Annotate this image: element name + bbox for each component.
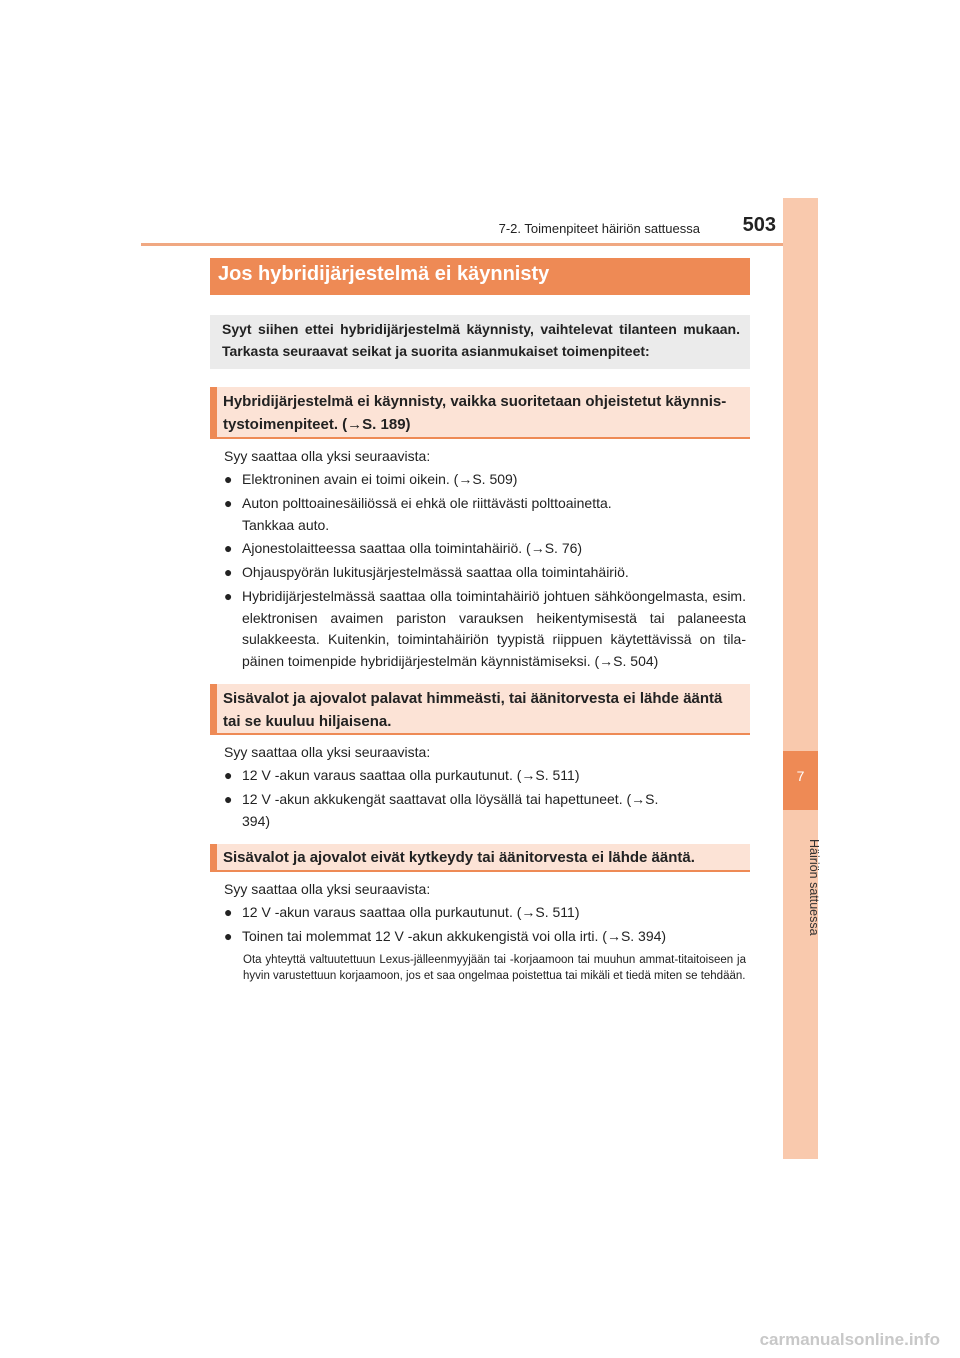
list-item-text: 12 V -akun varaus saattaa olla purkautunut. (→S. 511) — [242, 904, 580, 920]
list-item — [224, 493, 746, 536]
list-item-text: Auton polttoainesäiliössä ei ehkä ole riittävästi polttoainetta. — [242, 495, 612, 511]
subheading-accent — [210, 387, 217, 439]
list-item-text: Elektroninen avain ei toimi oikein. (→S. 509) — [242, 471, 518, 487]
lead-text-3: Syy saattaa olla yksi seuraavista: — [224, 881, 431, 897]
list-item — [224, 538, 746, 560]
list-item-text: Ajonestolaitteessa saattaa olla toimintahäiriö. (→S. 76) — [242, 540, 583, 556]
subheading-2: Sisävalot ja ajovalot palavat himmeästi, tai äänitorvesta ei lähde ääntä tai se kuuluu hiljaisena. — [223, 690, 723, 730]
list-item-subtext: Tankkaa auto. — [242, 516, 330, 533]
bullet-icon: ● — [224, 588, 233, 604]
list-item — [224, 469, 746, 491]
subheading-accent — [210, 684, 217, 735]
list-item — [224, 562, 746, 584]
bullet-icon: ● — [224, 564, 233, 580]
bullet-icon: ● — [224, 495, 233, 511]
list-item — [224, 586, 746, 672]
list-item-text: Toinen tai molemmat 12 V -akun akkukengistä voi olla irti. (→S. 394) — [242, 928, 667, 944]
running-head: 7-2. Toimenpiteet häiriön sattuessa — [498, 221, 700, 236]
bullet-icon: ● — [224, 904, 233, 920]
chapter-title: Häiriön sattuessa — [807, 838, 821, 936]
chapter-number: 7 — [796, 768, 805, 784]
bullet-icon: ● — [224, 471, 233, 487]
watermark: carmanualsonline.info — [759, 1330, 940, 1349]
bullet-icon: ● — [224, 540, 233, 556]
bullet-icon: ● — [224, 928, 233, 944]
lead-text-1: Syy saattaa olla yksi seuraavista: — [224, 448, 431, 464]
list-item — [224, 789, 664, 832]
subheading-1: Hybridijärjestelmä ei käynnisty, vaikka suoritetaan ohjeistetut käynnis-tystoimenpiteet. (→S. 189) — [223, 393, 727, 433]
subheading-3: Sisävalot ja ajovalot eivät kytkeydy tai äänitorvesta ei lähde ääntä. — [223, 849, 695, 866]
page-title: Jos hybridijärjestelmä ei käynnisty — [218, 263, 550, 285]
intro-text: Syyt siihen ettei hybridijärjestelmä käynnisty, vaihtelevat tilanteen mukaan. Tarkasta seuraavat seikat ja suorita asianmukaiset toimenpiteet: — [222, 321, 740, 359]
list-item-text: 12 V -akun akkukengät saattavat olla löysällä tai hapettuneet. (→S. 394) — [242, 791, 659, 829]
list-item-text: Hybridijärjestelmässä saattaa olla toimintahäiriö johtuen sähköongelmasta, esim. elektronisen avaimen pariston varauksen heikentymisestä tai palaneesta sulakkeesta. Kuitenkin, toimintahäiriön tyypistä riippuen käytettävissä on tila-päinen toimenpide hybridijärjestelmän käynnistämiseksi. (→S. 504) — [242, 588, 746, 669]
chapter-side-tab — [783, 198, 818, 1159]
lead-text-2: Syy saattaa olla yksi seuraavista: — [224, 744, 431, 760]
note-text: Ota yhteyttä valtuutettuun Lexus-jälleenmyyjään tai -korjaamoon tai muuhun ammat-titaitoiseen ja hyvin varustettuun korjaamoon, jos et saa ongelmaa poistettua tai mikäli et tiedä miten se tehdään. — [243, 954, 746, 982]
list-item-text: 12 V -akun varaus saattaa olla purkautunut. (→S. 511) — [242, 767, 580, 783]
page-number: 503 — [742, 214, 776, 236]
bullet-icon: ● — [224, 767, 233, 783]
list-item-text: Ohjauspyörän lukitusjärjestelmässä saattaa olla toimintahäiriö. — [242, 564, 629, 580]
list-item — [224, 765, 746, 787]
bullet-icon: ● — [224, 791, 233, 807]
list-item — [224, 926, 746, 948]
header-rule — [141, 243, 818, 246]
subheading-accent — [210, 844, 217, 872]
list-item — [224, 902, 746, 924]
